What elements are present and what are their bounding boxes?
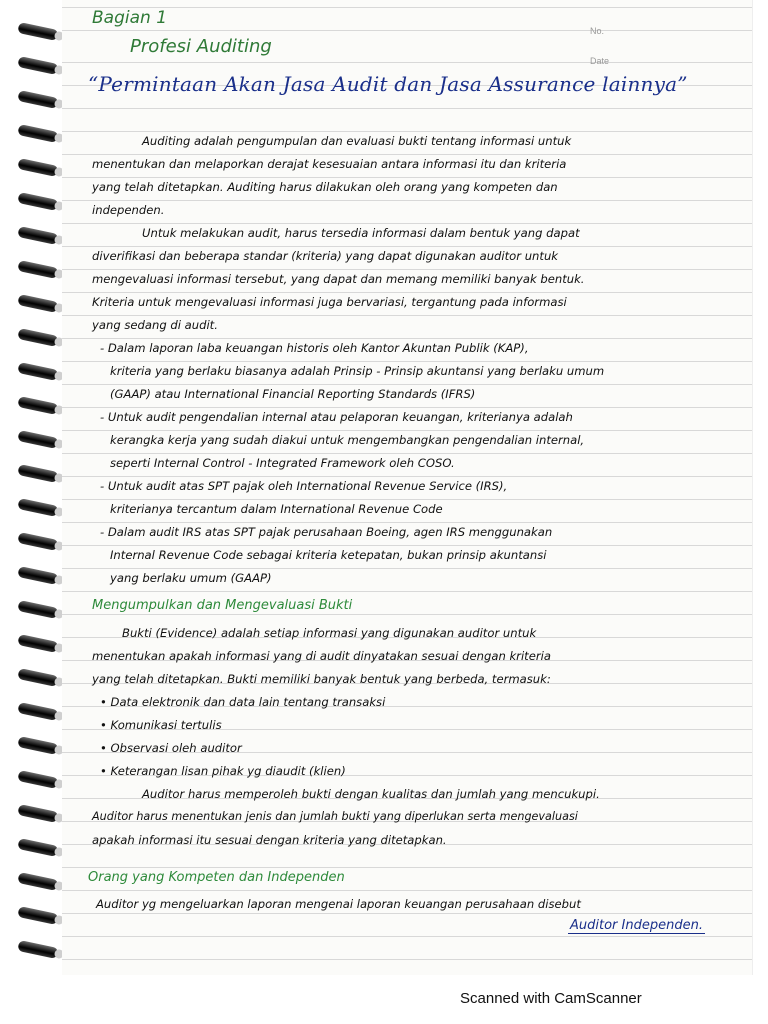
body-line: yang telah ditetapkan. Bukti memiliki banyak bentuk yang berbeda, termasuk: <box>92 672 551 686</box>
body-line: mengevaluasi informasi tersebut, yang dapat dan memang memiliki banyak bentuk. <box>92 272 585 286</box>
body-line: kerangka kerja yang sudah diakui untuk mengembangkan pengendalian internal, <box>110 433 585 447</box>
list-item: - Untuk audit pengendalian internal atau pelaporan keuangan, kriterianya adalah <box>100 410 573 424</box>
body-line: kriteria yang berlaku biasanya adalah Prinsip - Prinsip akuntansi yang berlaku umum <box>110 364 605 378</box>
body-line: Internal Revenue Code sebagai kriteria ketepatan, bukan prinsip akuntansi <box>110 548 547 562</box>
list-item: • Data elektronik dan data lain tentang transaksi <box>100 695 386 709</box>
spiral-binding <box>0 0 62 975</box>
date-label: Date <box>590 56 610 66</box>
subject-label: Profesi Auditing <box>130 36 272 57</box>
body-line: yang telah ditetapkan. Auditing harus dilakukan oleh orang yang kompeten dan <box>92 180 558 194</box>
scan-watermark: Scanned with CamScanner <box>460 990 642 1007</box>
list-item: • Komunikasi tertulis <box>100 718 222 732</box>
body-line: menentukan apakah informasi yang di audit dinyatakan sesuai dengan kriteria <box>92 649 551 663</box>
section-heading-evidence: Mengumpulkan dan Mengevaluasi Bukti <box>92 598 353 613</box>
body-line: apakah informasi itu sesuai dengan kriteria yang ditetapkan. <box>92 833 447 847</box>
list-item: • Keterangan lisan pihak yg diaudit (klien) <box>100 764 346 778</box>
list-item: - Dalam audit IRS atas SPT pajak perusahaan Boeing, agen IRS menggunakan <box>100 525 553 539</box>
list-item: • Observasi oleh auditor <box>100 741 242 755</box>
list-item: - Dalam laporan laba keuangan historis oleh Kantor Akuntan Publik (KAP), <box>100 341 529 355</box>
body-line: kriterianya tercantum dalam International Revenue Code <box>110 502 443 516</box>
no-label: No. <box>590 26 605 36</box>
list-item: - Untuk audit atas SPT pajak oleh International Revenue Service (IRS), <box>100 479 508 493</box>
body-line: yang berlaku umum (GAAP) <box>110 571 272 585</box>
body-line: (GAAP) atau International Financial Reporting Standards (IFRS) <box>110 387 476 401</box>
auditor-independen-label: Auditor Independen. <box>570 918 703 933</box>
body-line: Auditor yg mengeluarkan laporan mengenai laporan keuangan perusahaan disebut <box>96 897 581 911</box>
body-line: Bukti (Evidence) adalah setiap informasi yang digunakan auditor untuk <box>122 626 537 640</box>
body-line: Auditor harus menentukan jenis dan jumlah bukti yang diperlukan serta mengevaluasi <box>92 810 578 823</box>
body-line: independen. <box>92 203 165 217</box>
body-line: seperti Internal Control - Integrated Framework oleh COSO. <box>110 456 455 470</box>
part-label: Bagian 1 <box>92 8 168 28</box>
body-line: yang sedang di audit. <box>92 318 218 332</box>
body-line: Untuk melakukan audit, harus tersedia informasi dalam bentuk yang dapat <box>142 226 580 240</box>
page-title: “Permintaan Akan Jasa Audit dan Jasa Assurance lainnya” <box>88 72 688 96</box>
body-line: Auditor harus memperoleh bukti dengan kualitas dan jumlah yang mencukupi. <box>142 787 600 801</box>
body-line: diverifikasi dan beberapa standar (kriteria) yang dapat digunakan auditor untuk <box>92 249 559 263</box>
body-line: Kriteria untuk mengevaluasi informasi juga bervariasi, tergantung pada informasi <box>92 295 567 309</box>
body-line: menentukan dan melaporkan derajat kesesuaian antara informasi itu dan kriteria <box>92 157 567 171</box>
body-line: Auditing adalah pengumpulan dan evaluasi bukti tentang informasi untuk <box>142 134 572 148</box>
section-heading-independent: Orang yang Kompeten dan Independen <box>88 870 345 885</box>
